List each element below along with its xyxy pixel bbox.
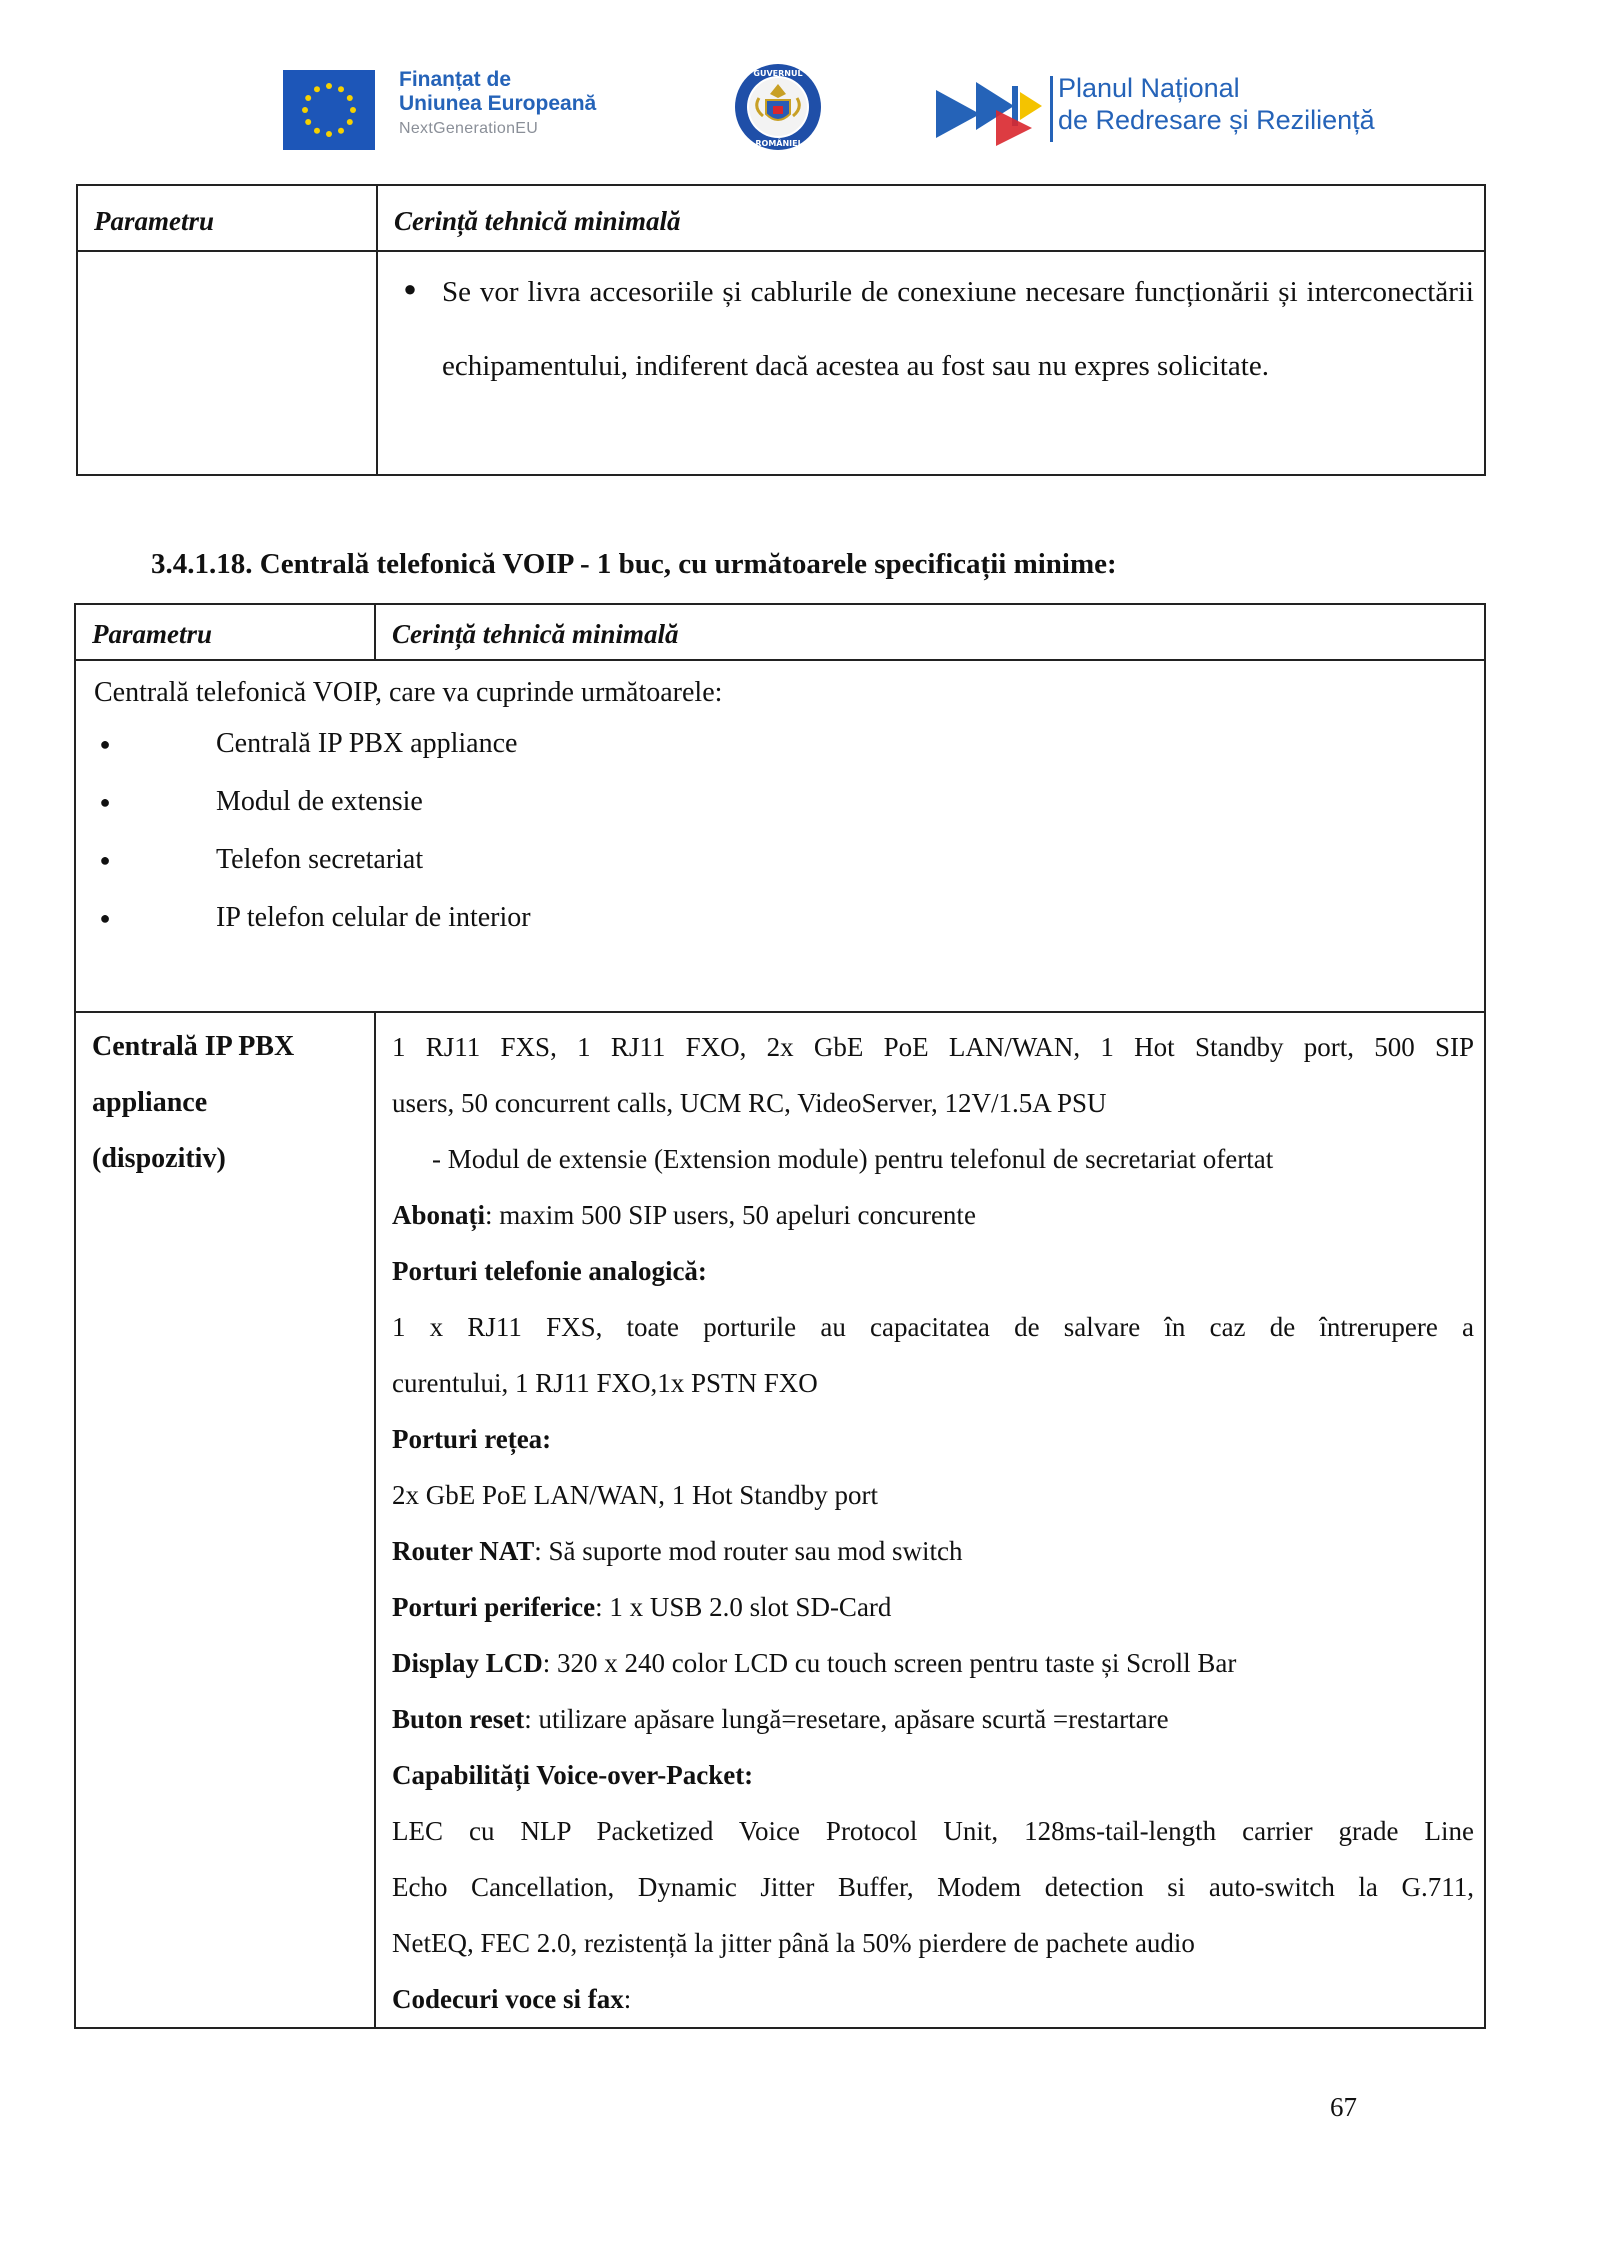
spec-text: 2x GbE PoE LAN/WAN, 1 Hot Standby port	[392, 1480, 878, 1510]
voip-specs-table	[74, 603, 1486, 2029]
bullet-icon: ●	[99, 850, 111, 870]
parameter-line: appliance	[92, 1087, 208, 1118]
government-seal	[733, 62, 823, 152]
spec-text: NetEQ, FEC 2.0, rezistență la jitter până la 50% pierdere de pachete audio	[392, 1928, 1195, 1958]
spec-line	[392, 1747, 1474, 1803]
bullet-text: Se vor livra accesoriile și cablurile de conexiune necesare funcționării și interconectării echipamentului, indiferent dacă acestea au fost sau nu expres solicitate.	[442, 276, 1474, 382]
spec-line	[392, 1635, 1474, 1691]
spec-text: : 1 x USB 2.0 slot SD-Card	[595, 1592, 892, 1622]
spec-text: : Să suporte mod router sau mod switch	[534, 1536, 963, 1566]
eu-star-icon	[326, 131, 332, 137]
list-item-text: Centrală IP PBX appliance	[216, 728, 518, 759]
table-row	[75, 1012, 1485, 2028]
spec-line	[392, 1971, 1474, 2027]
spec-text: curentului, 1 RJ11 FXO,1x PSTN FXO	[392, 1368, 818, 1398]
list-item	[94, 773, 1484, 831]
list-item-text: IP telefon celular de interior	[216, 902, 531, 933]
spec-text: : utilizare apăsare lungă=resetare, apăsare scurtă =restartare	[524, 1704, 1169, 1734]
spec-line	[392, 1019, 1474, 1075]
spec-line	[392, 1243, 1474, 1299]
eu-star-icon	[338, 128, 344, 134]
table-header-row	[75, 604, 1485, 660]
list-item-text: Modul de extensie	[216, 786, 423, 817]
page-number: 67	[1330, 2092, 1357, 2122]
spec-line	[392, 1915, 1474, 1971]
eu-star-icon	[305, 119, 311, 125]
bullet-icon: ●	[403, 276, 417, 301]
spec-line	[392, 1299, 1474, 1355]
eu-star-icon	[314, 86, 320, 92]
spec-label: Buton reset	[392, 1704, 525, 1734]
section-heading: 3.4.1.18. Centrală telefonică VOIP - 1 buc, cu următoarele specificații minime:	[151, 548, 1117, 580]
spec-label: Capabilități Voice-over-Packet:	[392, 1760, 754, 1790]
eu-star-icon	[314, 128, 320, 134]
requirement-cell	[377, 251, 1485, 475]
spec-text: LEC cu NLP Packetized Voice Protocol Unit, 128ms-tail-length carrier grade Line	[392, 1816, 1474, 1846]
bullet-item	[378, 252, 1484, 403]
pnrr-arrows-icon	[936, 76, 1042, 146]
intro-row	[75, 660, 1485, 1012]
eu-star-icon	[347, 95, 353, 101]
spec-line	[392, 1411, 1474, 1467]
table-row	[77, 251, 1485, 475]
bullet-icon: ●	[99, 734, 111, 754]
bullet-icon: ●	[99, 792, 111, 812]
eu-star-icon	[347, 119, 353, 125]
parameter-line: (dispozitiv)	[92, 1143, 226, 1174]
eu-star-icon	[338, 86, 344, 92]
spec-text: 1 x RJ11 FXS, toate porturile au capacitatea de salvare în caz de întrerupere a	[392, 1312, 1474, 1342]
eu-flag-icon	[283, 70, 375, 150]
spec-label: Abonați	[392, 1200, 486, 1230]
list-item	[94, 889, 1484, 947]
spec-label: Router NAT	[392, 1536, 535, 1566]
spec-text: - Modul de extensie (Extension module) pentru telefonul de secretariat ofertat	[432, 1144, 1274, 1174]
spec-label: Codecuri voce si fax	[392, 1984, 624, 2014]
page-header	[0, 0, 1600, 170]
svg-text:ROMÂNIEI: ROMÂNIEI	[755, 139, 801, 148]
header-cerinta: Cerință tehnică minimală	[375, 604, 1485, 660]
spec-line	[392, 1187, 1474, 1243]
bullet-icon: ●	[99, 908, 111, 928]
spec-line	[392, 1355, 1474, 1411]
eu-logo-line1: Finanțat de	[399, 68, 512, 91]
specification-cell	[375, 1012, 1485, 2028]
spec-label: Porturi periferice	[392, 1592, 596, 1622]
eu-star-icon	[305, 95, 311, 101]
requirements-table-continued	[76, 184, 1486, 476]
pnrr-logo-line1: Planul Național	[1058, 73, 1240, 103]
spec-text: Echo Cancellation, Dynamic Jitter Buffer, Modem detection si auto-switch la G.711,	[392, 1872, 1474, 1902]
header-cerinta: Cerință tehnică minimală	[377, 185, 1485, 251]
parameter-cell	[75, 1012, 375, 2028]
spec-line	[392, 1075, 1474, 1131]
intro-cell	[75, 660, 1485, 1012]
pnrr-divider	[1050, 76, 1053, 142]
spec-text: users, 50 concurrent calls, UCM RC, VideoServer, 12V/1.5A PSU	[392, 1088, 1107, 1118]
spec-line	[392, 1523, 1474, 1579]
parameter-line: Centrală IP PBX	[92, 1031, 295, 1062]
spec-label: Display LCD	[392, 1648, 543, 1678]
spec-label: Porturi rețea:	[392, 1424, 552, 1454]
pnrr-logo-line2: de Redresare și Reziliență	[1058, 105, 1375, 135]
spec-text: :	[623, 1984, 632, 2014]
svg-text:GUVERNUL: GUVERNUL	[753, 69, 803, 78]
parameter-cell-empty	[77, 251, 377, 475]
eu-logo-line2: Uniunea Europeană	[399, 92, 597, 115]
eu-star-icon	[350, 107, 356, 113]
list-item-text: Telefon secretariat	[216, 844, 424, 875]
header-parametru: Parametru	[75, 604, 375, 660]
list-item	[94, 831, 1484, 889]
spec-line	[392, 1579, 1474, 1635]
table-header-row	[77, 185, 1485, 251]
spec-line	[392, 1467, 1474, 1523]
spec-text: 1 RJ11 FXS, 1 RJ11 FXO, 2x GbE PoE LAN/WAN, 1 Hot Standby port, 500 SIP	[392, 1032, 1474, 1062]
spec-text: : maxim 500 SIP users, 50 apeluri concurente	[485, 1200, 976, 1230]
header-parametru: Parametru	[77, 185, 377, 251]
intro-text: Centrală telefonică VOIP, care va cuprinde următoarele:	[94, 677, 723, 708]
spec-line	[392, 1803, 1474, 1859]
eu-logo-line3: NextGenerationEU	[399, 120, 539, 137]
spec-text: : 320 x 240 color LCD cu touch screen pentru taste și Scroll Bar	[542, 1648, 1237, 1678]
spec-label: Porturi telefonie analogică:	[392, 1256, 707, 1286]
spec-line	[392, 1859, 1474, 1915]
romania-government-seal-icon	[733, 62, 823, 152]
eu-star-icon	[326, 83, 332, 89]
spec-line	[392, 1131, 1474, 1187]
list-item	[94, 715, 1484, 773]
spec-line	[392, 1691, 1474, 1747]
eu-star-icon	[302, 107, 308, 113]
